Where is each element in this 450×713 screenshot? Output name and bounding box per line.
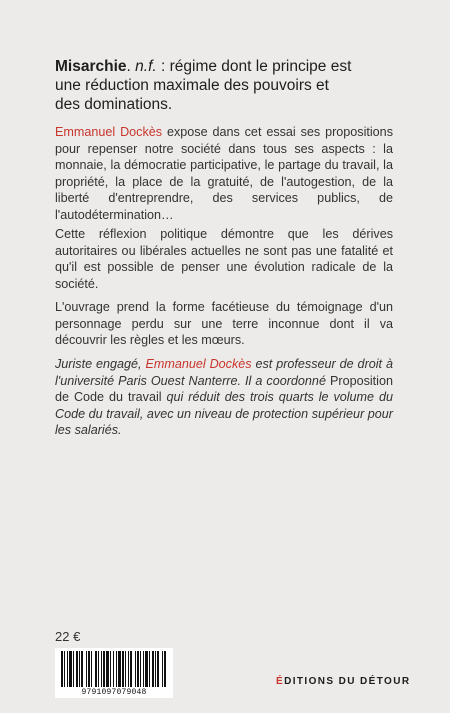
- barcode-bar: [162, 651, 163, 687]
- definition-text: : régime dont le principe est une réduction maximale des pouvoirs et des dominations.: [55, 58, 352, 113]
- barcode-bar: [135, 651, 136, 687]
- definition-term: Misarchie: [55, 58, 127, 75]
- paragraph-1-text: expose dans cet essai ses propositions pour repenser notre société dans tous ses aspects : la monnaie, la démocratie participative, le partage du travail, la propriété, la place de la gratuité, de l'autogestion, de la liberté d'entreprendre, des services publics, de l'autodétermination…: [55, 125, 393, 222]
- bio-book-title: Proposition de Code du travail: [55, 373, 393, 405]
- barcode-bar: [101, 651, 102, 687]
- barcode-bar: [128, 651, 129, 687]
- bio-lead: Juriste engagé,: [55, 357, 146, 371]
- bio-mid: est professeur de droit à l'université Paris Ouest Nanterre. Il a coordonné: [55, 357, 393, 388]
- barcode: [55, 648, 173, 698]
- barcode-bar: [106, 651, 109, 687]
- barcode-bars: [61, 651, 167, 687]
- bio-tail: qui réduit des trois quarts le volume du Code du travail, avec un niveau de protection supérieur pour les salariés.: [55, 390, 393, 438]
- barcode-bar: [157, 651, 159, 687]
- barcode-bar: [86, 651, 87, 687]
- barcode-number: 9791097079048: [81, 688, 147, 697]
- description-paragraph-3: L'ouvrage prend la forme facétieuse du témoignage d'un personnage perdu sur une terre inconnue dont il va découvrir les règles et les mœurs.: [55, 300, 393, 348]
- author-bio: [55, 356, 393, 439]
- barcode-bar: [81, 651, 83, 687]
- description-paragraph-2: Cette réflexion politique démontre que les dérives autoritaires ou libérales actuelles ne sont pas une fatalité et qu'il est possible de penser une évolution radicale de la société.: [55, 227, 393, 291]
- barcode-bar: [103, 651, 105, 687]
- barcode-bar: [164, 651, 166, 687]
- barcode-bar: [152, 651, 154, 687]
- barcode-bar: [149, 651, 150, 687]
- barcode-bar: [137, 651, 139, 687]
- barcode-bar: [61, 651, 63, 687]
- publisher-name: DITIONS DU DÉTOUR: [284, 676, 411, 687]
- barcode-bar: [79, 651, 80, 687]
- barcode-bar: [113, 651, 114, 687]
- barcode-bar: [76, 651, 78, 687]
- barcode-bar: [125, 651, 126, 687]
- barcode-bar: [64, 651, 65, 687]
- bio-author-name: Emmanuel Dockès: [145, 357, 252, 371]
- price: 22 €: [55, 629, 81, 644]
- author-name: Emmanuel Dockès: [55, 125, 163, 139]
- barcode-bar: [98, 651, 99, 687]
- definition-grammar: n.f.: [135, 58, 157, 75]
- definition: Misarchie. n.f. : régime dont le principe est une réduction maximale des pouvoirs et des dominations.: [55, 58, 352, 113]
- barcode-bar: [118, 651, 121, 687]
- description-paragraph-1: [55, 124, 393, 224]
- publisher-logo: [276, 676, 410, 687]
- barcode-bar: [122, 651, 124, 687]
- barcode-bar: [143, 651, 144, 687]
- barcode-bar: [155, 651, 156, 687]
- barcode-bar: [110, 651, 111, 687]
- barcode-bar: [130, 651, 132, 687]
- publisher-initial: É: [276, 676, 285, 687]
- barcode-bar: [88, 651, 90, 687]
- barcode-bar: [73, 651, 74, 687]
- barcode-bar: [95, 651, 97, 687]
- barcode-bar: [67, 651, 68, 687]
- barcode-bar: [140, 651, 141, 687]
- barcode-bar: [69, 651, 72, 687]
- barcode-bar: [91, 651, 92, 687]
- barcode-bar: [116, 651, 117, 687]
- barcode-bar: [145, 651, 148, 687]
